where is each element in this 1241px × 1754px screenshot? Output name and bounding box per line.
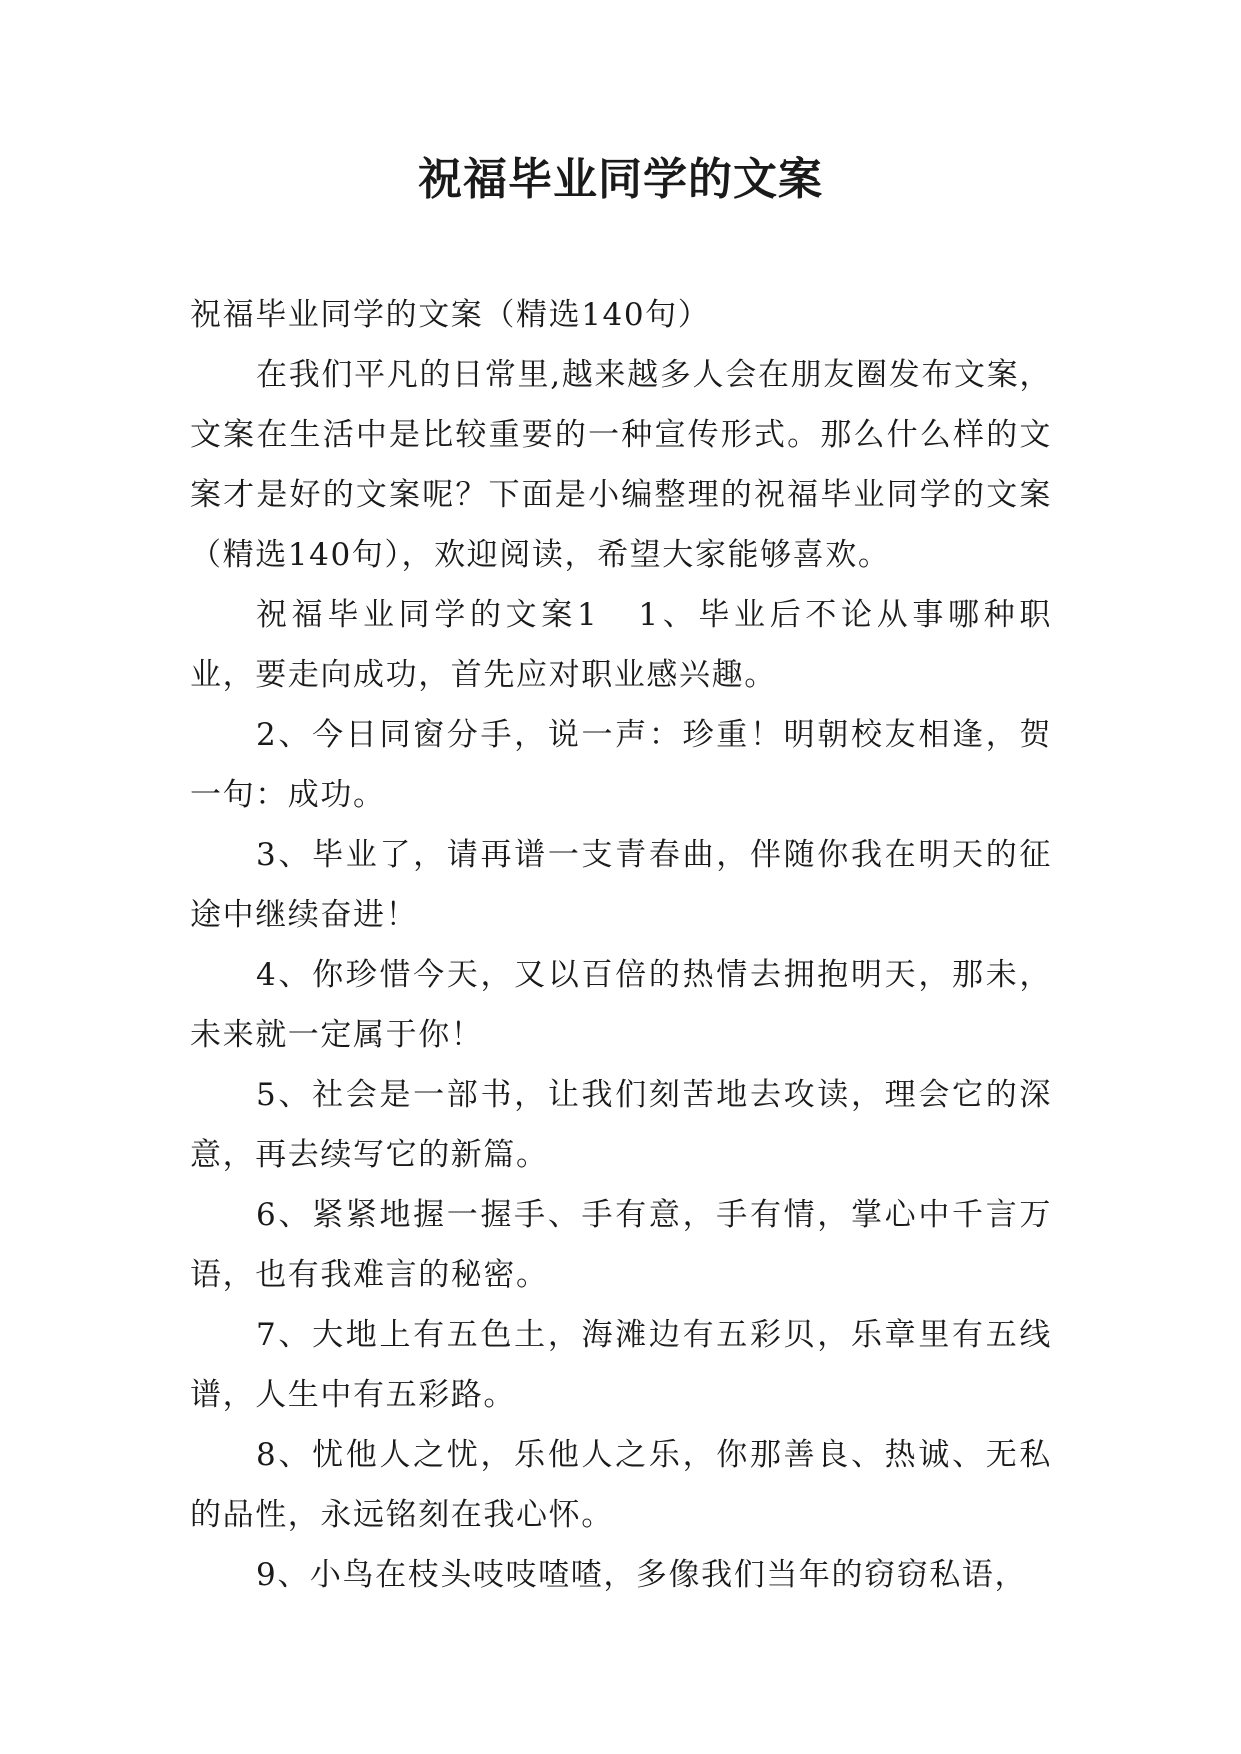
document-title: 祝福毕业同学的文案 [418, 154, 823, 205]
section-paragraph [190, 585, 1052, 705]
list-item: 8、忧他人之忧，乐他人之乐，你那善良、热诚、无私的品性，永远铭刻在我心怀。 [190, 1437, 1052, 1533]
list-item: 6、紧紧地握一握手、手有意，手有情，掌心中千言万语，也有我难言的秘密。 [190, 1197, 1052, 1293]
section-heading: 祝福毕业同学的文案1 [256, 597, 599, 633]
list-item: 4、你珍惜今天，又以百倍的热情去拥抱明天，那未，未来就一定属于你！ [190, 957, 1052, 1053]
intro-paragraph: 在我们平凡的日常里,越来越多人会在朋友圈发布文案，文案在生活中是比较重要的一种宣传形式。那么什么样的文案才是好的文案呢？下面是小编整理的祝福毕业同学的文案（精选140句），欢迎阅读，希望大家能够喜欢。 [190, 357, 1052, 573]
list-item: 7、大地上有五色土，海滩边有五彩贝，乐章里有五线谱，人生中有五彩路。 [190, 1317, 1052, 1413]
list-item: 1、毕业后不论从事哪种职业，要走向成功，首先应对职业感兴趣。 [190, 597, 1052, 693]
list-item: 5、社会是一部书，让我们刻苦地去攻读，理会它的深意，再去续写它的新篇。 [190, 1077, 1052, 1173]
document-subtitle: 祝福毕业同学的文案（精选140句） [190, 297, 711, 333]
list-item: 3、毕业了，请再谱一支青春曲，伴随你我在明天的征途中继续奋进！ [190, 837, 1052, 933]
document-body [190, 285, 1052, 1605]
list-item: 2、今日同窗分手，说一声：珍重！明朝校友相逢，贺一句：成功。 [190, 717, 1052, 813]
list-item: 9、小鸟在枝头吱吱喳喳，多像我们当年的窃窃私语， [256, 1557, 1028, 1593]
